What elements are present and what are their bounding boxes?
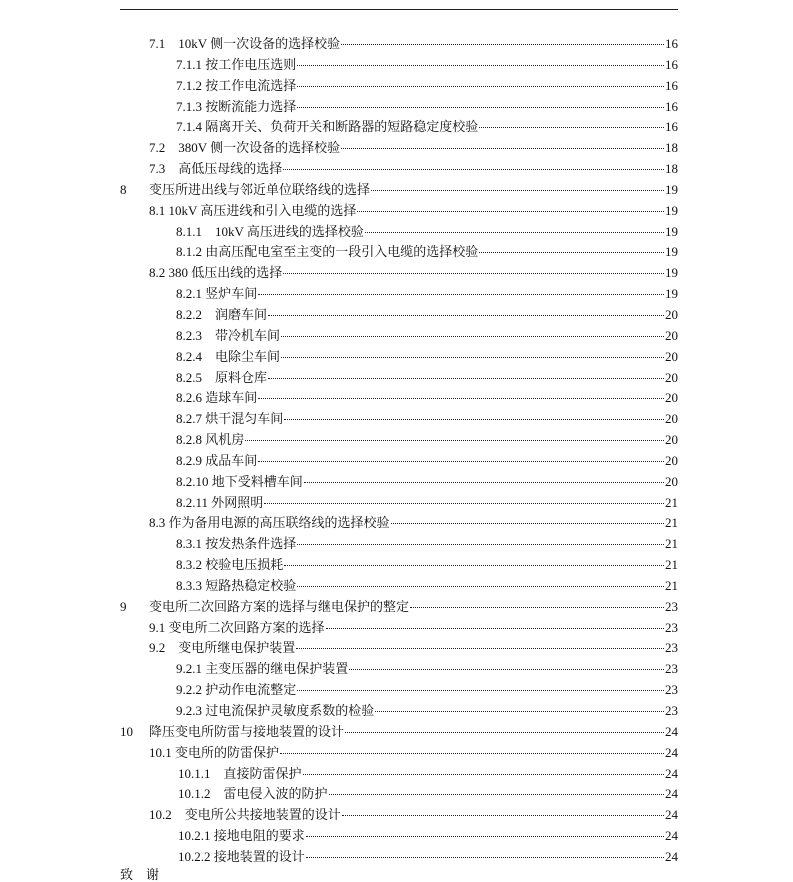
- dot-leader: [280, 753, 664, 754]
- toc-entry-title: 8.3.3 短路热稳定校验: [176, 577, 297, 593]
- toc-entry-title: 8.2.7 烘干混匀车间: [176, 411, 284, 427]
- page-number: 24: [665, 828, 678, 844]
- toc-row[interactable]: [0, 472, 793, 493]
- toc-row[interactable]: [0, 159, 793, 180]
- dot-leader: [284, 419, 664, 420]
- page-number: 19: [665, 244, 678, 260]
- toc-entry-title: 8.2.6 造球车间: [176, 390, 258, 406]
- toc-entry[interactable]: [178, 826, 678, 847]
- dot-leader: [283, 273, 664, 274]
- toc-entry[interactable]: [149, 597, 678, 618]
- toc-entry-title: 10.1 变电所的防雷保护: [149, 744, 280, 760]
- toc-row[interactable]: [0, 180, 793, 201]
- toc-row[interactable]: [0, 597, 793, 618]
- toc-entry-title: 8.2.8 风机房: [176, 432, 245, 448]
- dot-leader: [303, 774, 664, 775]
- toc-row[interactable]: [0, 117, 793, 138]
- toc-entry-title: 9.1 变电所二次回路方案的选择: [149, 619, 325, 635]
- toc-entry-title: 8.2.2 润磨车间: [176, 306, 268, 322]
- dot-leader: [281, 357, 664, 358]
- dot-leader: [281, 336, 664, 337]
- page-number: 23: [665, 682, 678, 698]
- dot-leader: [245, 440, 664, 441]
- toc-entry[interactable]: [176, 388, 678, 409]
- dot-leader: [375, 711, 664, 712]
- toc-row[interactable]: [0, 534, 793, 555]
- toc-row[interactable]: [0, 493, 793, 514]
- dot-leader: [357, 211, 664, 212]
- toc-row[interactable]: [0, 388, 793, 409]
- toc-entry-title: 变压所进出线与邻近单位联络线的选择: [149, 181, 371, 197]
- toc-entry-title: 8.1 10kV 高压进线和引入电缆的选择: [149, 202, 357, 218]
- toc-row[interactable]: [0, 430, 793, 451]
- dot-leader: [341, 148, 664, 149]
- toc-entry-title: 7.2 380V 侧一次设备的选择校验: [149, 140, 341, 156]
- toc-row[interactable]: [0, 76, 793, 97]
- toc-entry-title: 降压变电所防雷与接地装置的设计: [149, 723, 345, 739]
- toc-row[interactable]: [0, 680, 793, 701]
- toc-row[interactable]: [0, 201, 793, 222]
- page-number: 20: [665, 327, 678, 343]
- toc-row[interactable]: [0, 97, 793, 118]
- toc-entry[interactable]: [176, 493, 678, 514]
- toc-entry[interactable]: [149, 201, 678, 222]
- page-number: 21: [665, 515, 678, 531]
- toc-entry[interactable]: [176, 326, 678, 347]
- dot-leader: [306, 857, 664, 858]
- toc-entry-title: 9.2.3 过电流保护灵敏度系数的检验: [176, 703, 375, 718]
- toc-entry-title: 7.1.2 按工作电流选择: [176, 77, 297, 93]
- toc-entry[interactable]: [176, 409, 678, 430]
- page-number: 24: [665, 723, 678, 739]
- dot-leader: [341, 44, 664, 45]
- dot-leader: [304, 482, 664, 483]
- toc-row[interactable]: [0, 55, 793, 76]
- toc-entry-title: 7.3 高低压母线的选择: [149, 161, 283, 177]
- toc-row[interactable]: [0, 242, 793, 263]
- toc-entry-title: 10.2.2 接地装置的设计: [178, 848, 305, 864]
- toc-entry-title: 8.2.9 成品车间: [176, 452, 258, 468]
- page-number: 21: [665, 557, 678, 573]
- dot-leader: [326, 628, 664, 629]
- dot-leader: [479, 127, 664, 128]
- toc-entry-title: 10.1.1 直接防雷保护: [178, 765, 302, 781]
- toc-entry[interactable]: [176, 430, 678, 451]
- toc-entry-title: 8.2.10 地下受料槽车间: [176, 473, 303, 489]
- toc-entry[interactable]: [149, 138, 678, 159]
- toc-entry[interactable]: [176, 451, 678, 472]
- dot-leader: [479, 252, 664, 253]
- dot-leader: [264, 503, 664, 504]
- dot-leader: [391, 523, 664, 524]
- page-number: 19: [665, 286, 678, 302]
- toc-entry[interactable]: [176, 117, 678, 138]
- toc-entry-title: 7.1 10kV 侧一次设备的选择校验: [149, 36, 341, 51]
- toc-entry[interactable]: [178, 784, 678, 805]
- toc-entry[interactable]: [176, 347, 678, 368]
- toc-entry[interactable]: [176, 680, 678, 701]
- page-number: 20: [665, 432, 678, 448]
- toc-row[interactable]: [0, 513, 793, 534]
- toc-entry[interactable]: [178, 847, 678, 868]
- toc-entry-title: 变电所二次回路方案的选择与继电保护的整定: [149, 598, 410, 614]
- toc-row[interactable]: [0, 347, 793, 368]
- toc-entry-title: 9.2.2 护动作电流整定: [176, 682, 297, 698]
- dot-leader: [283, 169, 664, 170]
- page-number: 16: [665, 98, 678, 114]
- toc-entry[interactable]: [176, 576, 678, 597]
- page-number: 16: [665, 56, 678, 72]
- table-of-contents: [0, 34, 793, 868]
- toc-row[interactable]: [0, 743, 793, 764]
- dot-leader: [329, 794, 664, 795]
- dot-leader: [258, 398, 664, 399]
- toc-row[interactable]: [0, 805, 793, 826]
- dot-leader: [297, 65, 664, 66]
- toc-entry[interactable]: [149, 743, 678, 764]
- toc-entry-title: 8.1.2 由高压配电室至主变的一段引入电缆的选择校验: [176, 244, 479, 260]
- toc-row[interactable]: [0, 618, 793, 639]
- dot-leader: [284, 565, 664, 566]
- toc-row[interactable]: [0, 576, 793, 597]
- page-number: 23: [665, 619, 678, 635]
- page-number: 18: [665, 161, 678, 177]
- page-number: 20: [665, 306, 678, 322]
- page-number: 19: [665, 223, 678, 239]
- page-number: 24: [665, 744, 678, 760]
- toc-entry-title: 8.3.1 按发热条件选择: [176, 536, 297, 552]
- toc-entry-title: 8.2 380 低压出线的选择: [149, 265, 283, 281]
- toc-entry-title: 10.1.2 雷电侵入波的防护: [178, 786, 328, 802]
- toc-entry[interactable]: [176, 472, 678, 493]
- toc-entry[interactable]: [178, 764, 678, 785]
- toc-entry[interactable]: [149, 34, 678, 55]
- toc-entry[interactable]: [149, 722, 678, 743]
- page-number: 20: [665, 369, 678, 385]
- toc-entry-title: 8.2.1 竖炉车间: [176, 286, 258, 302]
- toc-entry[interactable]: [176, 305, 678, 326]
- dot-leader: [296, 648, 664, 649]
- toc-row[interactable]: [0, 451, 793, 472]
- page-number: 20: [665, 348, 678, 364]
- toc-entry-title: 8.3.2 校验电压损耗: [176, 557, 284, 573]
- dot-leader: [410, 607, 664, 608]
- dot-leader: [258, 294, 664, 295]
- page-number: 21: [665, 577, 678, 593]
- page-number: 20: [665, 452, 678, 468]
- page-number: 21: [665, 494, 678, 510]
- page-number: 21: [665, 536, 678, 552]
- toc-row[interactable]: [0, 826, 793, 847]
- toc-row[interactable]: [0, 222, 793, 243]
- header-rule: [120, 9, 678, 10]
- toc-entry-title: 8.2.3 带冷机车间: [176, 327, 281, 343]
- toc-entry-title: 8.1.1 10kV 高压进线的选择校验: [176, 223, 364, 239]
- page-number: 19: [665, 181, 678, 197]
- toc-row[interactable]: [0, 34, 793, 55]
- page-number: 23: [665, 661, 678, 677]
- toc-entry-title: 9.2 变电所继电保护装置: [149, 640, 296, 656]
- toc-entry[interactable]: [149, 513, 678, 534]
- dot-leader: [342, 815, 664, 816]
- toc-entry-title: 8.2.11 外网照明: [176, 494, 264, 510]
- toc-row[interactable]: [0, 701, 793, 722]
- dot-leader: [345, 732, 664, 733]
- toc-entry[interactable]: [149, 159, 678, 180]
- page-number: 20: [665, 390, 678, 406]
- dot-leader: [258, 461, 664, 462]
- toc-entry-title: 9.2.1 主变压器的继电保护装置: [176, 661, 349, 677]
- dot-leader: [268, 378, 664, 379]
- toc-entry-title: 7.1.4 隔离开关、负荷开关和断路器的短路稳定度校验: [176, 119, 479, 135]
- cutoff-entry-text: 致 谢: [120, 867, 160, 882]
- toc-row[interactable]: [0, 368, 793, 389]
- chapter-number: 8: [120, 181, 127, 197]
- toc-row[interactable]: [0, 409, 793, 430]
- dot-leader: [306, 836, 664, 837]
- page-number: 16: [665, 36, 678, 51]
- toc-entry[interactable]: [149, 263, 678, 284]
- toc-entry-title: 8.2.5 原料仓库: [176, 369, 268, 385]
- toc-entry-title: 10.2.1 接地电阻的要求: [178, 828, 305, 844]
- page-number: 24: [665, 807, 678, 823]
- cutoff-entry: [120, 867, 680, 882]
- dot-leader: [297, 544, 664, 545]
- toc-entry[interactable]: [176, 659, 678, 680]
- toc-entry[interactable]: [176, 55, 678, 76]
- page-number: 24: [665, 786, 678, 802]
- toc-row[interactable]: [0, 659, 793, 680]
- dot-leader: [297, 107, 664, 108]
- toc-row[interactable]: [0, 784, 793, 805]
- toc-entry[interactable]: [149, 638, 678, 659]
- page-number: 23: [665, 640, 678, 656]
- dot-leader: [297, 586, 664, 587]
- toc-row[interactable]: [0, 326, 793, 347]
- page-number: 20: [665, 473, 678, 489]
- page-number: 23: [665, 598, 678, 614]
- toc-row[interactable]: [0, 555, 793, 576]
- toc-row[interactable]: [0, 764, 793, 785]
- page-number: 20: [665, 411, 678, 427]
- page-number: 24: [665, 848, 678, 864]
- page-number: 19: [665, 265, 678, 281]
- dot-leader: [371, 190, 664, 191]
- toc-entry[interactable]: [149, 180, 678, 201]
- chapter-number: 9: [120, 598, 127, 614]
- toc-entry[interactable]: [176, 222, 678, 243]
- page-number: 18: [665, 140, 678, 156]
- dot-leader: [297, 690, 664, 691]
- page-number: 23: [665, 703, 678, 718]
- dot-leader: [349, 669, 664, 670]
- chapter-number: 10: [120, 723, 133, 739]
- dot-leader: [268, 315, 664, 316]
- dot-leader: [297, 86, 664, 87]
- toc-entry-title: 8.3 作为备用电源的高压联络线的选择校验: [149, 515, 390, 531]
- dot-leader: [365, 232, 664, 233]
- page-number: 16: [665, 77, 678, 93]
- toc-entry[interactable]: [149, 805, 678, 826]
- toc-entry[interactable]: [176, 242, 678, 263]
- toc-entry[interactable]: [176, 534, 678, 555]
- page-number: 16: [665, 119, 678, 135]
- toc-entry-title: 7.1.3 按断流能力选择: [176, 98, 297, 114]
- toc-entry-title: 8.2.4 电除尘车间: [176, 348, 281, 364]
- page-number: 24: [665, 765, 678, 781]
- toc-entry[interactable]: [176, 97, 678, 118]
- toc-row[interactable]: [0, 138, 793, 159]
- toc-entry-title: 10.2 变电所公共接地装置的设计: [149, 807, 341, 823]
- page-number: 19: [665, 202, 678, 218]
- toc-entry[interactable]: [149, 618, 678, 639]
- toc-row[interactable]: [0, 263, 793, 284]
- toc-row[interactable]: [0, 722, 793, 743]
- toc-row[interactable]: [0, 847, 793, 868]
- toc-entry[interactable]: [176, 368, 678, 389]
- toc-entry-title: 7.1.1 按工作电压选则: [176, 56, 297, 72]
- toc-entry[interactable]: [176, 701, 678, 722]
- toc-entry[interactable]: [176, 284, 678, 305]
- toc-entry[interactable]: [176, 555, 678, 576]
- toc-row[interactable]: [0, 638, 793, 659]
- toc-row[interactable]: [0, 305, 793, 326]
- toc-row[interactable]: [0, 284, 793, 305]
- toc-entry[interactable]: [176, 76, 678, 97]
